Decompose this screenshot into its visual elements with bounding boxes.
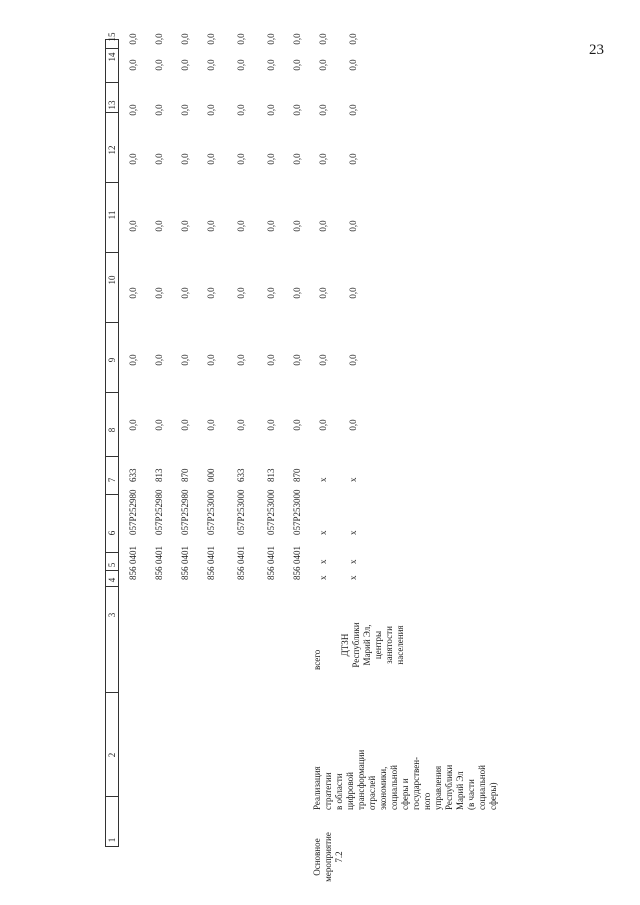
row-4-c6: 057P253000 bbox=[206, 489, 216, 535]
row-5-c4: 856 bbox=[236, 566, 246, 580]
row-7-value-14: 0,0 bbox=[292, 59, 302, 71]
column-header-5: 5 bbox=[107, 562, 117, 568]
row-8-value-13: 0,0 bbox=[318, 104, 328, 116]
row-8-c6: х bbox=[318, 530, 328, 535]
name-line: сферы и bbox=[400, 778, 410, 810]
row-7-value-10: 0,0 bbox=[292, 287, 302, 299]
row-8-value-10: 0,0 bbox=[318, 287, 328, 299]
row-7-value-12: 0,0 bbox=[292, 153, 302, 165]
table-top-rule bbox=[105, 39, 106, 847]
header-column-divider bbox=[105, 692, 119, 693]
header-column-divider bbox=[105, 322, 119, 323]
row-2-value-13: 0,0 bbox=[154, 104, 164, 116]
name-line: социальной bbox=[389, 765, 399, 810]
name-line: (в части bbox=[466, 779, 476, 810]
page-number: 23 bbox=[589, 42, 604, 58]
row-9-value-10: 0,0 bbox=[348, 287, 358, 299]
row-1-value-13: 0,0 bbox=[128, 104, 138, 116]
header-column-divider bbox=[105, 456, 119, 457]
row-5-value-15: 0,0 bbox=[236, 33, 246, 45]
row-5-value-10: 0,0 bbox=[236, 287, 246, 299]
row-5-c6: 057P253000 bbox=[236, 489, 246, 535]
row-5-value-8: 0,0 bbox=[236, 419, 246, 431]
row-9-c7: х bbox=[348, 477, 358, 482]
executor-line: центры bbox=[373, 630, 383, 660]
header-column-divider bbox=[105, 182, 119, 183]
executor-line: Марий Эл, bbox=[362, 624, 372, 666]
row-4-value-12: 0,0 bbox=[206, 153, 216, 165]
name-line: Республики bbox=[444, 764, 454, 810]
row-1-value-10: 0,0 bbox=[128, 287, 138, 299]
row-3-value-9: 0,0 bbox=[180, 354, 190, 366]
row-6-c6: 057P253000 bbox=[266, 489, 276, 535]
header-column-divider bbox=[105, 252, 119, 253]
row-9-c6: х bbox=[348, 530, 358, 535]
row-8-value-14: 0,0 bbox=[318, 59, 328, 71]
header-column-divider bbox=[105, 796, 119, 797]
name-line: трансформации bbox=[356, 749, 366, 810]
column-header-13: 13 bbox=[107, 100, 117, 110]
executor-total-label: всего bbox=[312, 649, 322, 670]
column-header-8: 8 bbox=[107, 427, 117, 433]
column-header-15: 15 bbox=[107, 32, 117, 42]
row-7-value-11: 0,0 bbox=[292, 220, 302, 232]
header-column-divider bbox=[105, 82, 119, 83]
measure-label-line: 7.2 bbox=[334, 851, 344, 863]
row-5-value-9: 0,0 bbox=[236, 354, 246, 366]
row-9-value-9: 0,0 bbox=[348, 354, 358, 366]
row-3-value-10: 0,0 bbox=[180, 287, 190, 299]
row-1-value-12: 0,0 bbox=[128, 153, 138, 165]
row-4-c4: 856 bbox=[206, 566, 216, 580]
row-6-value-8: 0,0 bbox=[266, 419, 276, 431]
row-3-c7: 870 bbox=[180, 468, 190, 482]
name-line: стратегии bbox=[323, 772, 333, 810]
row-4-c7: 000 bbox=[206, 468, 216, 482]
header-column-divider bbox=[105, 586, 119, 587]
row-3-c4: 856 bbox=[180, 566, 190, 580]
column-header-1: 1 bbox=[107, 837, 117, 843]
row-9-value-14: 0,0 bbox=[348, 59, 358, 71]
row-8-value-15: 0,0 bbox=[318, 33, 328, 45]
measure-name bbox=[312, 730, 499, 810]
name-line: цифровой bbox=[345, 772, 355, 810]
row-4-value-11: 0,0 bbox=[206, 220, 216, 232]
row-2-c6: 057P252980 bbox=[154, 489, 164, 535]
column-header-14: 14 bbox=[107, 52, 117, 62]
executor-total bbox=[312, 630, 323, 670]
name-line: экономики, bbox=[378, 766, 388, 810]
row-1-c5: 0401 bbox=[128, 546, 138, 564]
name-line: управления bbox=[433, 765, 443, 810]
row-8-c7: х bbox=[318, 477, 328, 482]
row-7-value-13: 0,0 bbox=[292, 104, 302, 116]
row-3-value-11: 0,0 bbox=[180, 220, 190, 232]
name-line: Марий Эл bbox=[455, 771, 465, 810]
column-header-4: 4 bbox=[107, 577, 117, 583]
row-4-value-15: 0,0 bbox=[206, 33, 216, 45]
row-4-c5: 0401 bbox=[206, 546, 216, 564]
row-2-value-8: 0,0 bbox=[154, 419, 164, 431]
row-3-value-8: 0,0 bbox=[180, 419, 190, 431]
column-header-6: 6 bbox=[107, 530, 117, 536]
measure-label-line: мероприятие bbox=[323, 832, 333, 882]
row-6-value-9: 0,0 bbox=[266, 354, 276, 366]
row-7-c6: 057P253000 bbox=[292, 489, 302, 535]
measure-label bbox=[312, 827, 345, 887]
row-9-c5: х bbox=[348, 559, 358, 564]
header-column-divider bbox=[105, 570, 119, 571]
column-header-7: 7 bbox=[107, 477, 117, 483]
column-header-2: 2 bbox=[107, 752, 117, 758]
row-9-value-11: 0,0 bbox=[348, 220, 358, 232]
row-1-c4: 856 bbox=[128, 566, 138, 580]
measure-label-line: Основное bbox=[312, 838, 322, 876]
row-5-c7: 633 bbox=[236, 468, 246, 482]
column-header-3: 3 bbox=[107, 612, 117, 618]
row-7-value-9: 0,0 bbox=[292, 354, 302, 366]
row-2-value-15: 0,0 bbox=[154, 33, 164, 45]
column-header-10: 10 bbox=[107, 275, 117, 285]
row-9-value-13: 0,0 bbox=[348, 104, 358, 116]
row-5-value-13: 0,0 bbox=[236, 104, 246, 116]
row-2-value-12: 0,0 bbox=[154, 153, 164, 165]
row-2-c4: 856 bbox=[154, 566, 164, 580]
row-1-value-11: 0,0 bbox=[128, 220, 138, 232]
row-1-value-14: 0,0 bbox=[128, 59, 138, 71]
row-3-value-12: 0,0 bbox=[180, 153, 190, 165]
row-3-value-15: 0,0 bbox=[180, 33, 190, 45]
name-line: Реализация bbox=[312, 766, 322, 810]
row-7-c5: 0401 bbox=[292, 546, 302, 564]
row-8-value-8: 0,0 bbox=[318, 419, 328, 431]
column-header-9: 9 bbox=[107, 357, 117, 363]
row-9-value-15: 0,0 bbox=[348, 33, 358, 45]
executor-line: населения bbox=[395, 625, 405, 665]
row-7-c4: 856 bbox=[292, 566, 302, 580]
row-6-value-11: 0,0 bbox=[266, 220, 276, 232]
row-6-value-13: 0,0 bbox=[266, 104, 276, 116]
row-2-value-14: 0,0 bbox=[154, 59, 164, 71]
row-5-value-12: 0,0 bbox=[236, 153, 246, 165]
column-header-11: 11 bbox=[107, 210, 117, 220]
row-7-value-15: 0,0 bbox=[292, 33, 302, 45]
row-2-c7: 813 bbox=[154, 468, 164, 482]
row-6-c5: 0401 bbox=[266, 546, 276, 564]
row-9-value-8: 0,0 bbox=[348, 419, 358, 431]
row-6-value-15: 0,0 bbox=[266, 33, 276, 45]
row-1-value-9: 0,0 bbox=[128, 354, 138, 366]
header-column-divider bbox=[105, 552, 119, 553]
executor-line: ДТЗН bbox=[340, 633, 350, 657]
row-9-c4: х bbox=[348, 575, 358, 580]
executor-line: Республики bbox=[351, 622, 361, 668]
row-2-value-9: 0,0 bbox=[154, 354, 164, 366]
row-4-value-9: 0,0 bbox=[206, 354, 216, 366]
row-3-c6: 057P252980 bbox=[180, 489, 190, 535]
row-2-value-10: 0,0 bbox=[154, 287, 164, 299]
executor-name bbox=[340, 620, 406, 670]
row-6-value-14: 0,0 bbox=[266, 59, 276, 71]
row-8-c5: х bbox=[318, 559, 328, 564]
row-1-c7: 633 bbox=[128, 468, 138, 482]
row-6-c7: 813 bbox=[266, 468, 276, 482]
header-bottom-rule bbox=[118, 39, 119, 847]
row-3-c5: 0401 bbox=[180, 546, 190, 564]
row-4-value-13: 0,0 bbox=[206, 104, 216, 116]
name-line: сферы) bbox=[488, 782, 498, 810]
name-line: ного bbox=[422, 792, 432, 810]
row-7-value-8: 0,0 bbox=[292, 419, 302, 431]
row-5-value-11: 0,0 bbox=[236, 220, 246, 232]
row-3-value-14: 0,0 bbox=[180, 59, 190, 71]
name-line: в области bbox=[334, 773, 344, 810]
row-6-value-10: 0,0 bbox=[266, 287, 276, 299]
row-5-value-14: 0,0 bbox=[236, 59, 246, 71]
row-1-value-15: 0,0 bbox=[128, 33, 138, 45]
row-4-value-10: 0,0 bbox=[206, 287, 216, 299]
row-8-c4: х bbox=[318, 575, 328, 580]
row-3-value-13: 0,0 bbox=[180, 104, 190, 116]
row-2-value-11: 0,0 bbox=[154, 220, 164, 232]
executor-line: занятости bbox=[384, 626, 394, 664]
name-line: государствен- bbox=[411, 756, 421, 810]
row-4-value-8: 0,0 bbox=[206, 419, 216, 431]
row-9-value-12: 0,0 bbox=[348, 153, 358, 165]
header-column-divider bbox=[105, 112, 119, 113]
row-6-c4: 856 bbox=[266, 566, 276, 580]
row-8-value-9: 0,0 bbox=[318, 354, 328, 366]
row-8-value-12: 0,0 bbox=[318, 153, 328, 165]
name-line: социальной bbox=[477, 765, 487, 810]
row-8-value-11: 0,0 bbox=[318, 220, 328, 232]
row-1-c6: 057P252980 bbox=[128, 489, 138, 535]
row-5-c5: 0401 bbox=[236, 546, 246, 564]
header-column-divider bbox=[105, 494, 119, 495]
name-line: отраслей bbox=[367, 775, 377, 810]
row-4-value-14: 0,0 bbox=[206, 59, 216, 71]
row-2-c5: 0401 bbox=[154, 546, 164, 564]
header-column-divider bbox=[105, 392, 119, 393]
row-6-value-12: 0,0 bbox=[266, 153, 276, 165]
column-header-12: 12 bbox=[107, 145, 117, 155]
row-7-c7: 870 bbox=[292, 468, 302, 482]
row-1-value-8: 0,0 bbox=[128, 419, 138, 431]
header-column-divider bbox=[105, 48, 119, 49]
